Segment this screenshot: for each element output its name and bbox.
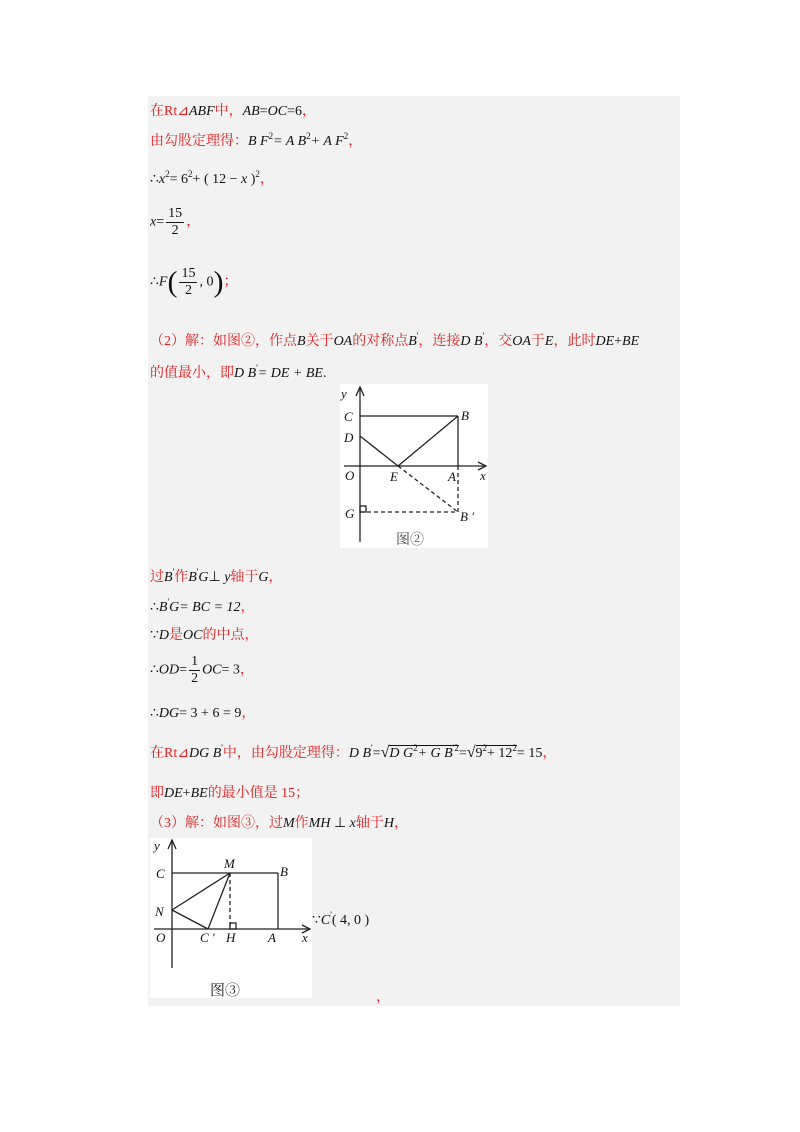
math: DG B [188,746,222,761]
prime: ' [416,331,419,341]
math: B [158,600,168,615]
math: = 3 + 6 = 9 [179,706,242,721]
math: B [297,334,306,349]
perp-symbol: ⊥ [208,570,221,585]
text: ， [394,816,408,831]
exponent: 2 [482,743,488,753]
text: 的对称点 [352,334,409,349]
text: 轴于 [355,816,384,831]
sqrt-symbol: √ [466,744,476,761]
math: x [150,214,157,230]
math: OC [183,628,203,643]
math: ( 4, 0 ) [331,913,370,928]
line-2 [150,130,362,150]
therefore-symbol: ∴ [150,172,159,187]
prime: ' [330,910,332,920]
math: + ( 12 − [192,172,241,187]
exponent: 2 [255,169,260,179]
label-O: O [156,930,166,945]
math: ) [247,172,256,187]
line-14 [150,782,309,802]
math: D B [348,746,372,761]
line-3 [150,168,274,188]
fraction [166,206,184,239]
line-10 [150,624,259,644]
text: ， [241,706,256,721]
denominator: 2 [191,671,199,686]
sqrt-symbol: √ [380,744,390,761]
exponent: 2 [512,743,517,753]
paren: ) [213,265,224,299]
therefore-symbol: ∴ [150,662,159,678]
text: （2）解：如图②，作点 [150,334,297,349]
text: 由勾股定理得： [150,134,248,149]
line-13 [150,742,556,762]
math: E [544,334,554,349]
math: B F [248,134,269,149]
text: ， [239,662,254,678]
text: ， [259,172,274,187]
text: 即 [150,786,164,801]
exponent: 2 [165,169,170,179]
math: M [283,816,295,831]
math: + 12 [487,746,513,761]
paren: ( [167,265,178,299]
math: = 6 [169,172,189,187]
label-A: A [448,469,456,484]
fraction [189,654,200,687]
line-17 [376,986,390,1006]
math: OA [512,334,531,349]
prime: ' [196,567,199,577]
label-B: B [280,864,288,879]
math: G [258,570,269,585]
text: 中， [214,104,243,119]
math: ABF [188,104,215,119]
segment-NM [172,873,230,910]
fraction [179,266,197,299]
math: D B [234,366,257,381]
line-1 [150,100,316,120]
line-11 [150,654,254,687]
math: = 3 [221,662,240,678]
figure-2 [340,384,488,548]
figure-2-diagram [340,384,488,548]
math: = [156,214,165,230]
exponent: 2 [268,131,274,141]
figure-3 [150,838,312,998]
text: 的值最小，即 [150,366,234,381]
math: = [372,746,381,761]
text: ， [268,570,283,585]
label-x: x [302,930,308,945]
text: 中，由勾股定理得： [222,746,349,761]
math: , 0 [199,274,214,290]
label-O: O [345,468,355,483]
numerator: 15 [168,206,183,221]
label-B-prime: B ′ [460,509,475,524]
text: ，此时 [553,334,596,349]
therefore-symbol: ∴ [150,600,159,615]
therefore-symbol: ∴ [150,274,159,290]
math: + G B [417,746,453,761]
text: 轴于 [230,570,259,585]
text: ， [302,104,316,119]
math: C [320,913,331,928]
math: D [158,628,170,643]
math: + A F [310,134,344,149]
label-E: E [390,469,398,484]
math: MH [308,816,331,831]
text: （3）解：如图③，过 [150,816,283,831]
text: ， [348,134,363,149]
text: 是 [169,628,184,643]
right-angle-mark [230,923,236,929]
math: x [158,172,166,187]
math: H [383,816,394,831]
line-7 [150,362,326,382]
math: BE [622,334,640,349]
math: y [224,570,231,585]
line-9 [150,596,255,616]
label-D: D [344,430,354,445]
label-N: N [155,904,164,919]
label-y: y [341,386,347,401]
math: 9 [475,746,483,761]
math: + [182,786,191,801]
line-6 [150,330,639,350]
math: OA [333,334,353,349]
segment-DE [360,436,398,466]
therefore-symbol: ∴ [150,706,159,721]
math: G [169,600,180,615]
figure-2-caption: 图② [396,533,424,548]
exponent: 2 [413,743,418,753]
right-angle-mark [360,506,366,512]
math: OD [158,662,180,678]
prime: ' [482,331,485,341]
line-16 [312,912,369,929]
segment-CpM [208,873,230,929]
text: 于 [530,334,545,349]
prime: ' [167,597,170,607]
math: + [614,334,623,349]
perp-symbol: ⊥ [333,816,347,831]
segment-NCp [172,910,208,929]
prime: ' [256,363,258,373]
math: = [458,746,467,761]
text: ， [376,990,390,1005]
label-C: C [156,866,165,881]
because-symbol: ∵ [150,628,159,643]
math: OC [202,662,222,678]
math: B [188,570,197,585]
math: DE [164,786,183,801]
math: OC [267,104,288,119]
label-G: G [345,506,355,521]
text: ，连接 [418,334,461,349]
math: = [259,104,268,119]
math: = BC = 12 [179,600,241,615]
math: DE [595,334,615,349]
label-A: A [268,930,276,945]
math: =6 [287,104,302,119]
math: = [179,662,188,678]
math: AB [242,104,260,119]
segment-EB [398,416,458,466]
label-C: C [344,409,353,424]
numerator: 15 [181,266,196,281]
text: 作 [294,816,309,831]
line-8 [150,566,283,586]
line-4 [150,206,200,239]
math: B [408,334,417,349]
numerator: 1 [191,654,199,669]
figure-3-diagram [150,838,312,998]
radicand [476,745,517,761]
label-x: x [480,468,486,483]
text: ， [542,746,557,761]
math: D B [460,334,483,349]
line-15 [150,812,408,832]
math: BE [190,786,208,801]
math: = 15 [516,746,543,761]
math: x [241,172,248,187]
text: ，交 [484,334,513,349]
figure-3-caption: 图③ [210,983,241,998]
because-symbol: ∵ [312,913,321,928]
exponent: 2 [306,131,311,141]
text: 在Rt⊿ [150,104,189,119]
line-12 [150,702,255,722]
math: x [349,816,356,831]
math: = A B [273,134,307,149]
prime: ' [172,567,175,577]
prime: ' [371,743,373,753]
text: 过 [150,570,164,585]
text: 作 [174,570,189,585]
denominator: 2 [184,283,192,298]
radicand [389,745,458,761]
math: G [198,570,209,585]
text: ， [240,600,255,615]
denominator: 2 [171,223,179,238]
text: 的最小值是 15； [207,786,310,801]
math: = DE + BE [257,366,323,381]
exponent: 2 [343,131,349,141]
prime: ' [221,743,223,753]
label-M: M [224,856,235,871]
text: 在Rt⊿ [150,746,189,761]
math: DG [158,706,180,721]
exponent: 2 [188,169,193,179]
math: F [158,274,168,290]
text: 关于 [305,334,334,349]
math: B [164,570,173,585]
text: 的中点， [202,628,259,643]
math: D G [389,746,414,761]
math: . [322,366,327,381]
text: ， [186,214,201,230]
label-H: H [226,930,236,945]
label-B: B [461,408,469,423]
label-C-prime: C ′ [200,930,215,945]
line-5 [150,266,237,299]
label-y: y [154,838,160,853]
text: ； [223,274,238,290]
exponent: '2 [452,743,459,753]
